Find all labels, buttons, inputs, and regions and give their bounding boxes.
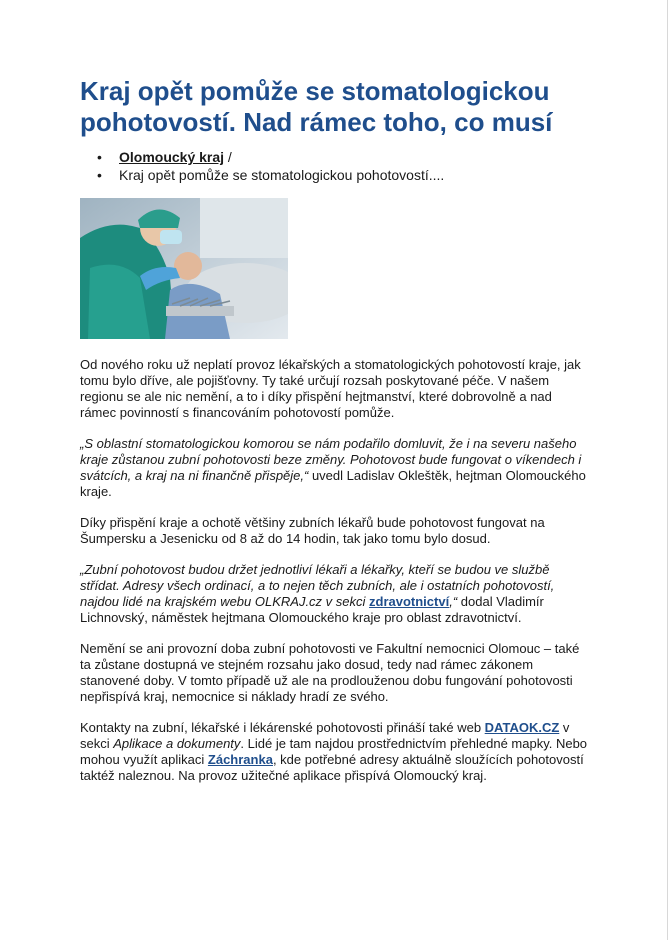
paragraph	[80, 436, 590, 500]
text: . Lidé je tam najdou prostřednictvím přehledné mapky. Nebo mohou využít aplikaci	[80, 736, 588, 767]
bullet-icon: •	[97, 167, 102, 183]
text: Kontakty na zubní, lékařské i lékárenské pohotovosti přináší také web	[80, 720, 485, 735]
dentist-photo	[80, 198, 288, 339]
quote-attribution: uvedl Ladislav Okleštěk, hejtman Olomouckého kraje.	[80, 468, 586, 499]
quote-end: ,“	[449, 594, 458, 609]
dentist-photo-icon	[80, 198, 288, 339]
paragraph: Nemění se ani provozní doba zubní pohotovosti ve Fakultní nemocnici Olomouc – také ta zůstane dostupná ve stejném rozsahu jako dosud, tedy nad rámec zákonem stanovené doby. V tomto případě už ale na prodlouženou dobu fungování pohotovosti nepřispívá kraj, nemocnice si náklady hradí ze svého.	[80, 641, 580, 704]
breadcrumb-separator: /	[224, 149, 232, 165]
quote: „Zubní pohotovost budou držet jednotliví lékaři a lékařky, kteří se budou ve službě střídat. Adresy všech ordinací, a to nejen těch zubních, ale i ostatních pohotovostí, najdou lidé na krajském webu OLKRAJ.cz v sekci	[80, 562, 555, 609]
breadcrumb-item	[80, 166, 590, 184]
quote: „S oblastní stomatologickou komorou se nám podařilo domluvit, že i na severu našeho kraje zůstanou zubní pohotovosti beze změny. Pohotovost bude fungovat o víkendech i svátcích, a kraj na ni finančně přispěje,“	[80, 436, 582, 483]
zachranka-link[interactable]: Záchranka	[207, 752, 273, 767]
breadcrumb-link-olomoucky-kraj[interactable]: Olomoucký kraj	[119, 149, 225, 165]
page-edge-line	[667, 0, 668, 940]
dataok-link[interactable]: DATAOK.CZ	[484, 720, 560, 735]
breadcrumb	[80, 148, 590, 184]
paragraph	[80, 720, 590, 784]
article-body	[80, 357, 590, 784]
article-page	[80, 76, 590, 784]
breadcrumb-current: Kraj opět pomůže se stomatologickou pohotovostí....	[119, 167, 445, 183]
text: , kde potřebné adresy aktuálně sloužících pohotovostí taktéž naleznou. Na provoz užitečné aplikace přispívá Olomoucký kraj.	[80, 752, 584, 783]
breadcrumb-item	[80, 148, 590, 166]
paragraph	[80, 562, 590, 626]
zdravotnictvi-link[interactable]: zdravotnictví	[369, 594, 450, 609]
bullet-icon: •	[97, 149, 102, 165]
article-title: Kraj opět pomůže se stomatologickou pohotovostí. Nad rámec toho, co musí	[80, 76, 553, 137]
paragraph: Díky přispění kraje a ochotě většiny zubních lékařů bude pohotovost fungovat na Šumpersku a Jesenicku od 8 až do 14 hodin, tak jako tomu bylo dosud.	[80, 515, 545, 546]
section-name: Aplikace a dokumenty	[113, 736, 241, 751]
text: v sekci	[80, 720, 570, 751]
paragraph: Od nového roku už neplatí provoz lékařských a stomatologických pohotovostí kraje, jak tomu bylo dříve, ale pojišťovny. Ty také určují rozsah poskytované péče. V našem regionu se ale nic nemění, a to i díky přispění hejtmanství, které dobrovolně a nad rámec povinností s financováním pohotovostí pomůže.	[80, 357, 581, 420]
quote-attribution: dodal Vladimír Lichnovský, náměstek hejtmana Olomouckého kraje pro oblast zdravotnictví.	[80, 594, 544, 625]
